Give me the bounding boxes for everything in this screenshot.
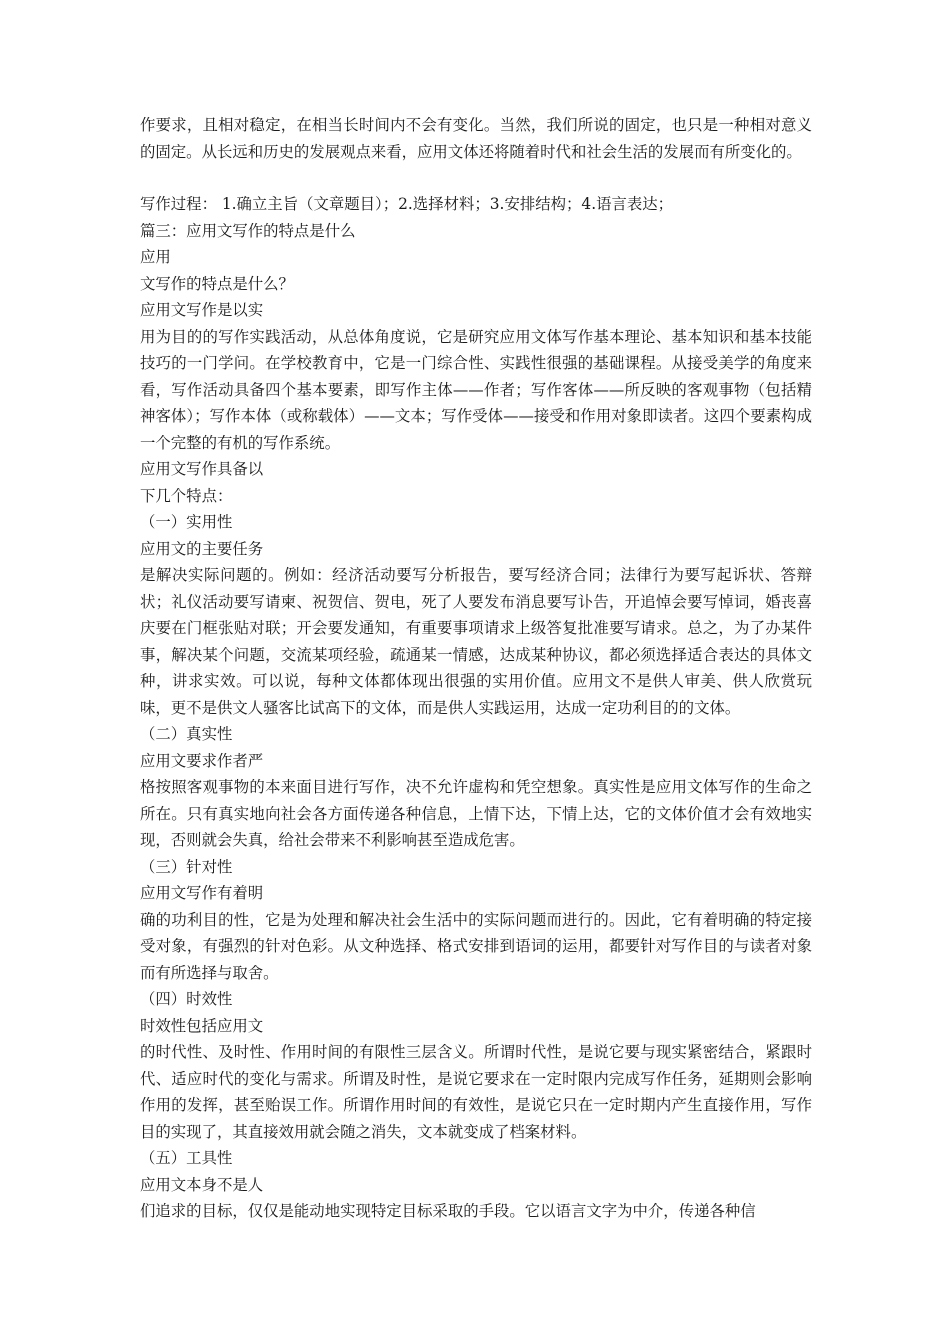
line-right-fragment: 应用文写作具备以 (140, 460, 264, 478)
paragraph-intro: 作要求，且相对稳定，在相当长时间内不会有变化。当然，我们所说的固定，也只是一种相对意义的固定。从长远和历史的发展观点来看，应用文体还将随着时代和社会生活的发展而有所变化的。 (140, 116, 812, 161)
section-question: 文写作的特点是什么？ (140, 274, 294, 293)
paragraph-instrumentality: 们追求的目标，仅仅是能动地实现特定目标采取的手段。它以语言文字为中介，传递各种信 (140, 1202, 756, 1220)
paragraph-authenticity: 格按照客观事物的本来面目进行写作，决不允许虚构和凭空想象。真实性是应用文体写作的生命之所在。只有真实地向社会各方面传递各种信息，上情下达，下情上达，它的文体价值才会有效地实现，否则就会失真，给社会带来不利影响甚至造成危害。 (140, 778, 812, 849)
line-right-fragment: 应用文写作是以实 (140, 301, 264, 319)
writing-process-line: 写作过程： 1.确立主旨（文章题目）；2.选择材料；3.安排结构；4.语言表达； (140, 195, 674, 213)
line-right-fragment: 应用文本身不是人 (140, 1175, 264, 1194)
feature-heading-pertinence: （三）针对性 (140, 857, 233, 876)
line-right-fragment: 时效性包括应用文 (140, 1016, 264, 1035)
line-right-fragment: 应用 (140, 248, 171, 266)
feature-heading-instrumentality: （五）工具性 (140, 1149, 233, 1167)
paragraph-overview: 用为目的的写作实践活动，从总体角度说，它是研究应用文体写作基本理论、基本知识和基本技能技巧的一门学问。在学校教育中，它是一门综合性、实践性很强的基础课程。从接受美学的角度来看，写作活动具备四个基本要素，即写作主体——作者；写作客体——所反映的客观事物（包括精神客体）；写作本体（或称载体）——文本；写作受体——接受和作用对象即读者。这四个要素构成一个完整的有机的写作系统。 (140, 327, 812, 452)
feature-heading-timeliness: （四）时效性 (140, 990, 233, 1008)
line-right-fragment: 应用文写作有着明 (140, 884, 264, 902)
feature-heading-authenticity: （二）真实性 (140, 725, 233, 743)
section-heading: 篇三：应用文写作的特点是什么 (140, 221, 356, 240)
document-page (140, 112, 812, 1225)
features-intro: 下几个特点： (140, 486, 233, 505)
blank-line (140, 165, 812, 191)
paragraph-practicality: 是解决实际问题的。例如：经济活动要写分析报告，要写经济合同；法律行为要写起诉状、答辩状；礼仪活动要写请柬、祝贺信、贺电，死了人要发布消息要写讣告，开追悼会要写悼词，婚丧喜庆要在门框张贴对联；开会要发通知，有重要事项请求上级答复批准要写请求。总之，为了办某件事，解决某个问题，交流某项经验，疏通某一情感，达成某种协议，都必须选择适合表达的具体文种，讲求实效。可以说，每种文体都体现出很强的实用价值。应用文不是供人审美、供人欣赏玩味，更不是供文人骚客比试高下的文体，而是供人实践运用，达成一定功利目的的文体。 (140, 566, 812, 717)
feature-heading-practicality: （一）实用性 (140, 513, 233, 531)
line-right-fragment: 应用文要求作者严 (140, 751, 264, 770)
line-right-fragment: 应用文的主要任务 (140, 539, 264, 558)
paragraph-pertinence: 确的功利目的性，它是为处理和解决社会生活中的实际问题而进行的。因此，它有着明确的特定接受对象，有强烈的针对色彩。从文种选择、格式安排到语词的运用，都要针对写作目的与读者对象而有所选择与取舍。 (140, 910, 812, 982)
paragraph-timeliness: 的时代性、及时性、作用时间的有限性三层含义。所谓时代性，是说它要与现实紧密结合，紧跟时代、适应时代的变化与需求。所谓及时性，是说它要求在一定时限内完成写作任务，延期则会影响作用的发挥，甚至贻误工作。所谓作用时间的有效性，是说它只在一定时期内产生直接作用，写作目的实现了，其直接效用就会随之消失，文本就变成了档案材料。 (140, 1043, 812, 1141)
